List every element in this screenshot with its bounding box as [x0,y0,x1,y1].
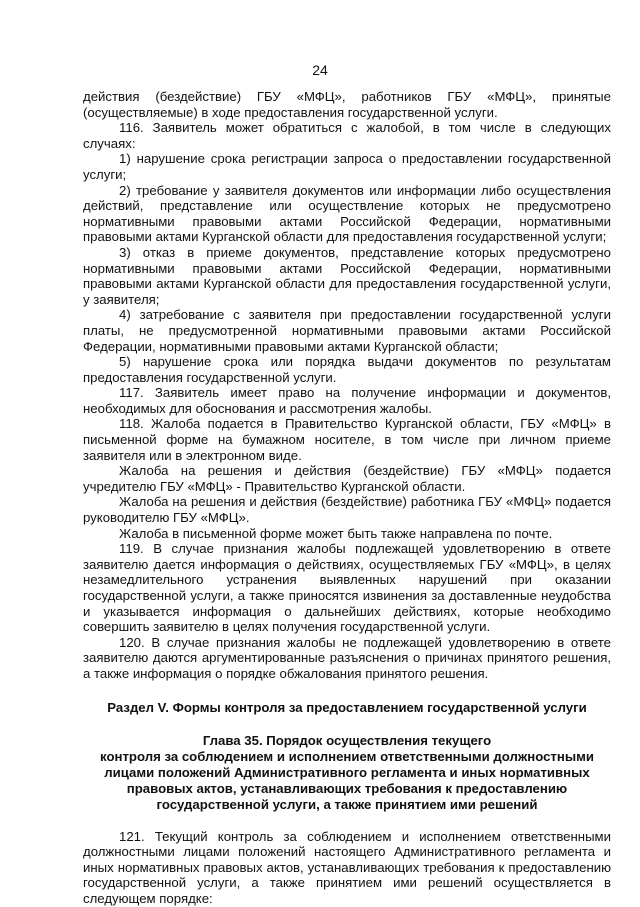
chapter-title-line: лицами положений Административного регламента и иных нормативных [104,764,590,780]
section-title: Раздел V. Формы контроля за предоставлением государственной услуги [107,699,587,715]
page-number: 24 [312,62,328,78]
paragraph: 116. Заявитель может обратиться с жалобой, в том числе в следующих случаях: [83,120,611,151]
chapter-title-line: правовых актов, устанавливающих требования к предоставлению [126,780,568,796]
paragraph: Жалоба на решения и действия (бездействие) работника ГБУ «МФЦ» подается руководителю ГБУ «МФЦ». [83,494,611,526]
chapter-title-line: Глава 35. Порядок осуществления текущего [202,732,492,748]
paragraph: 2) требование у заявителя документов или информации либо осуществления действий, представление или осуществление которых не предусмотрено нормативными правовыми актами Российской Федерации, нормативными правовыми актами Курганской области для предоставления государственной услуги; [83,182,611,245]
chapter-title-line: контроля за соблюдением и исполнением ответственными должностными [100,748,594,764]
paragraph: 120. В случае признания жалобы не подлежащей удовлетворению в ответе заявителю даются аргументированные разъяснения о причинах принятого решения, а также информация о порядке обжалования принятого решения. [83,634,611,681]
paragraph-list [83,89,611,682]
paragraph: 3) отказ в приеме документов, представление которых предусмотрено нормативными правовыми актами Российской Федерации, нормативными правовыми актами Курганской области для предоставления государственной услуги, у заявителя; [83,244,611,307]
chapter-title-line: государственной услуги, а также принятием ими решений [156,796,538,812]
paragraph: Жалоба в письменной форме может быть также направлена по почте. [119,525,553,541]
paragraph: 117. Заявитель имеет право на получение информации и документов, необходимых для обоснования и рассмотрения жалобы. [83,385,611,416]
document-body [83,89,611,907]
paragraph: 1) нарушение срока регистрации запроса о предоставлении государственной услуги; [83,151,611,182]
paragraph: 4) затребование с заявителя при предоставлении государственной услуги платы, не предусмотренной нормативными правовыми актами Российской Федерации, нормативными правовыми актами Курганской области; [83,307,611,354]
paragraph: 118. Жалоба подается в Правительство Курганской области, ГБУ «МФЦ» в письменной форме на бумажном носителе, в том числе при личном приеме заявителя или в электронном виде. [83,416,611,463]
paragraph-121: 121. Текущий контроль за соблюдением и исполнением ответственными должностными лицами положений настоящего Административного регламента и иных нормативных правовых актов, устанавливающих требования к предоставлению государственной услуги, а также принятием ими решений осуществляется в следующем порядке: [83,828,611,906]
paragraph: Жалоба на решения и действия (бездействие) ГБУ «МФЦ» подается учредителю ГБУ «МФЦ» - Правительство Курганской области. [83,463,611,494]
paragraph: 5) нарушение срока или порядка выдачи документов по результатам предоставления государственной услуги. [83,354,611,385]
paragraph: действия (бездействие) ГБУ «МФЦ», работников ГБУ «МФЦ», принятые (осуществляемые) в ходе предоставления государственной услуги. [83,89,611,120]
chapter-title [83,733,611,813]
paragraph: 119. В случае признания жалобы подлежащей удовлетворению в ответе заявителю дается информация о действиях, осуществляемых ГБУ «МФЦ», в целях незамедлительного устранения выявленных нарушений при оказании государственной услуги, а также приносятся извинения за доставленные неудобства и указывается информация о дальнейших действиях, которые необходимо совершить заявителю в целях получения государственной услуги. [83,541,611,635]
